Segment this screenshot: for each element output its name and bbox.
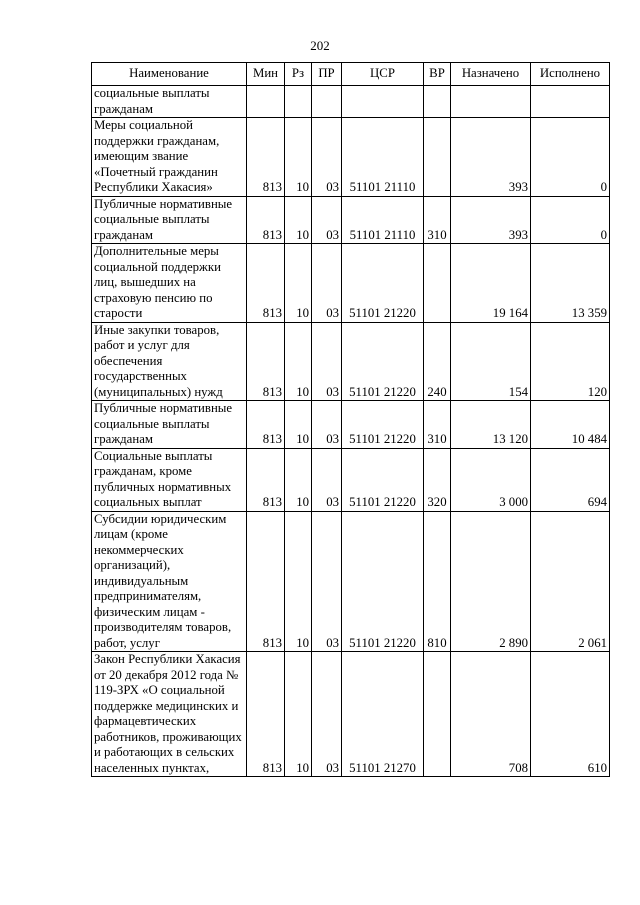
row-min: 813 [247, 244, 285, 323]
budget-table [91, 62, 610, 777]
row-name: Публичные нормативные социальные выплаты гражданам [92, 401, 247, 449]
row-assigned: 19 164 [451, 244, 531, 323]
row-min: 813 [247, 652, 285, 777]
header-vr: ВР [424, 63, 451, 86]
header-rz: Рз [285, 63, 312, 86]
row-min [247, 86, 285, 118]
row-rz: 10 [285, 322, 312, 401]
row-name: Публичные нормативные социальные выплаты гражданам [92, 196, 247, 244]
row-name: Социальные выплаты гражданам, кроме публичных нормативных социальных выплат [92, 448, 247, 511]
row-csr: 51101 21220 [342, 322, 424, 401]
row-vr: 240 [424, 322, 451, 401]
row-min: 813 [247, 322, 285, 401]
row-executed: 13 359 [531, 244, 610, 323]
row-csr: 51101 21220 [342, 448, 424, 511]
row-csr: 51101 21110 [342, 118, 424, 197]
row-executed [531, 86, 610, 118]
table-row [92, 322, 610, 401]
row-pr: 03 [312, 401, 342, 449]
row-name: Субсидии юридическим лицам (кроме некоммерческих организаций), индивидуальным предпринимателям, физическим лицам - производителям товаров, работ, услуг [92, 511, 247, 652]
row-executed: 2 061 [531, 511, 610, 652]
row-csr: 51101 21220 [342, 511, 424, 652]
row-assigned: 393 [451, 196, 531, 244]
row-rz [285, 86, 312, 118]
row-vr: 810 [424, 511, 451, 652]
row-executed: 0 [531, 118, 610, 197]
row-min: 813 [247, 401, 285, 449]
table-row [92, 511, 610, 652]
header-assigned: Назначено [451, 63, 531, 86]
page-number: 202 [310, 38, 330, 53]
row-name: Меры социальной поддержки гражданам, имеющим звание «Почетный гражданин Республики Хакасия» [92, 118, 247, 197]
row-pr: 03 [312, 511, 342, 652]
row-executed: 10 484 [531, 401, 610, 449]
row-min: 813 [247, 448, 285, 511]
row-assigned: 708 [451, 652, 531, 777]
row-vr [424, 652, 451, 777]
row-min: 813 [247, 196, 285, 244]
row-rz: 10 [285, 448, 312, 511]
header-min: Мин [247, 63, 285, 86]
header-executed: Исполнено [531, 63, 610, 86]
row-pr: 03 [312, 118, 342, 197]
row-rz: 10 [285, 244, 312, 323]
row-rz: 10 [285, 118, 312, 197]
row-vr [424, 118, 451, 197]
table-row [92, 652, 610, 777]
row-rz: 10 [285, 196, 312, 244]
row-pr [312, 86, 342, 118]
row-csr: 51101 21270 [342, 652, 424, 777]
row-name: социальные выплаты гражданам [92, 86, 247, 118]
row-rz: 10 [285, 401, 312, 449]
header-pr: ПР [312, 63, 342, 86]
row-csr: 51101 21220 [342, 244, 424, 323]
row-assigned: 13 120 [451, 401, 531, 449]
row-csr: 51101 21110 [342, 196, 424, 244]
header-csr: ЦСР [342, 63, 424, 86]
row-min: 813 [247, 511, 285, 652]
row-vr [424, 86, 451, 118]
header-name: Наименование [92, 63, 247, 86]
table-row [92, 86, 610, 118]
row-assigned: 154 [451, 322, 531, 401]
table-row [92, 401, 610, 449]
row-vr [424, 244, 451, 323]
row-rz: 10 [285, 511, 312, 652]
row-assigned: 2 890 [451, 511, 531, 652]
table-row [92, 448, 610, 511]
row-pr: 03 [312, 652, 342, 777]
row-name: Иные закупки товаров, работ и услуг для обеспечения государственных (муниципальных) нужд [92, 322, 247, 401]
row-csr: 51101 21220 [342, 401, 424, 449]
row-csr [342, 86, 424, 118]
header-row [92, 63, 610, 86]
row-executed: 610 [531, 652, 610, 777]
row-vr: 310 [424, 401, 451, 449]
row-pr: 03 [312, 244, 342, 323]
table-row [92, 118, 610, 197]
row-assigned: 3 000 [451, 448, 531, 511]
row-executed: 0 [531, 196, 610, 244]
row-assigned [451, 86, 531, 118]
row-rz: 10 [285, 652, 312, 777]
row-executed: 694 [531, 448, 610, 511]
row-pr: 03 [312, 196, 342, 244]
row-min: 813 [247, 118, 285, 197]
table-row [92, 196, 610, 244]
row-vr: 320 [424, 448, 451, 511]
table-row [92, 244, 610, 323]
row-pr: 03 [312, 322, 342, 401]
row-pr: 03 [312, 448, 342, 511]
row-name: Закон Республики Хакасия от 20 декабря 2012 года № 119-ЗРХ «О социальной поддержке медицинских и фармацевтических работников, проживающих и работающих в сельских населенных пунктах, [92, 652, 247, 777]
row-assigned: 393 [451, 118, 531, 197]
row-vr: 310 [424, 196, 451, 244]
row-name: Дополнительные меры социальной поддержки лиц, вышедших на страховую пенсию по старости [92, 244, 247, 323]
row-executed: 120 [531, 322, 610, 401]
